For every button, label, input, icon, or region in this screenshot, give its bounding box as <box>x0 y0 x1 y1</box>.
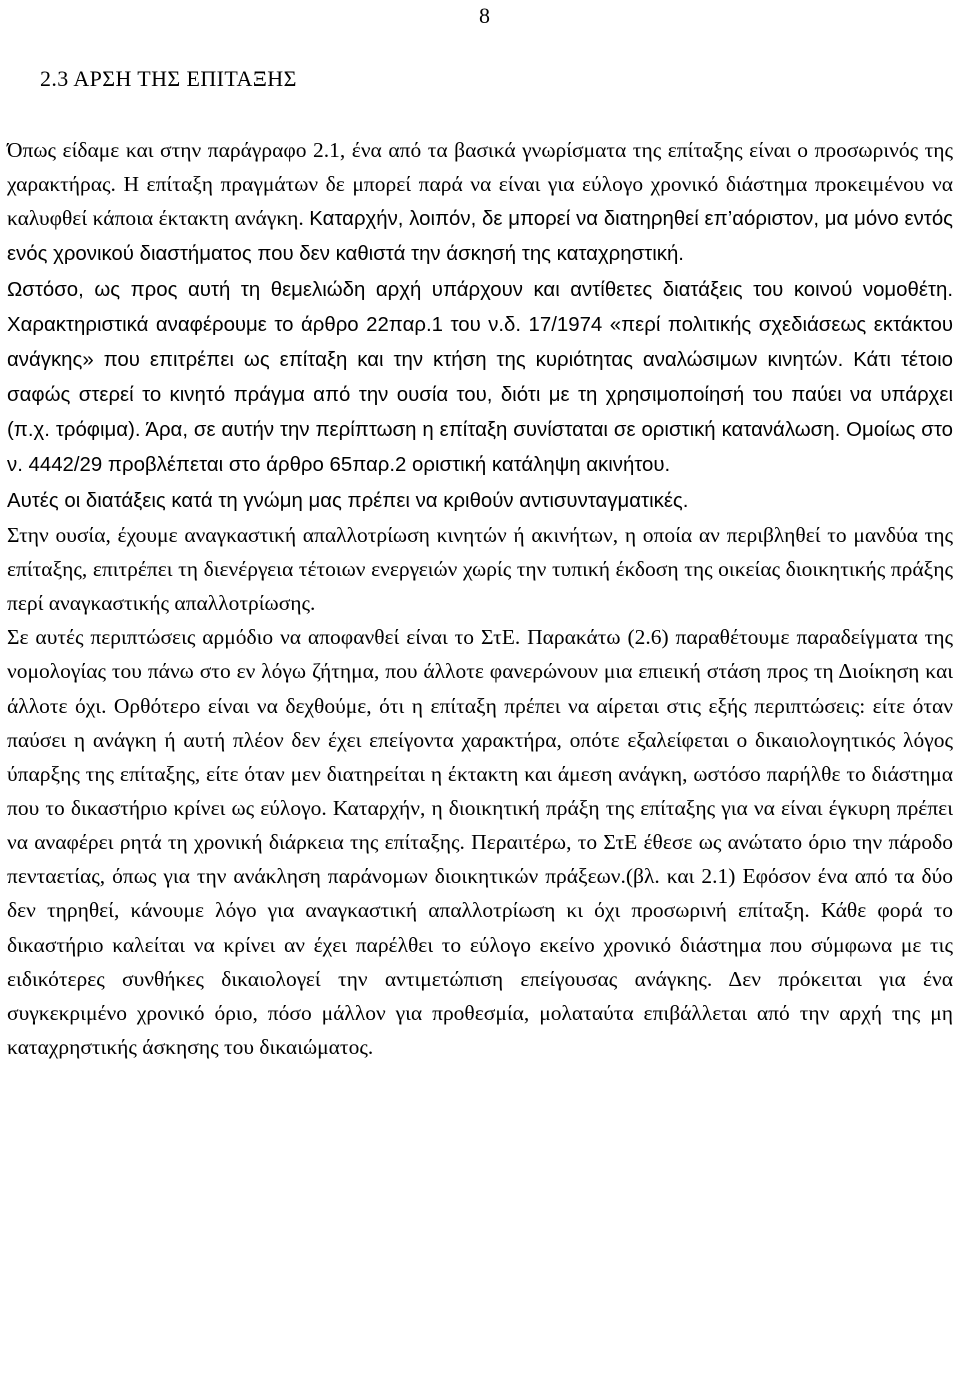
paragraph <box>7 272 953 483</box>
paragraph-text: Ωστόσο, ως προς αυτή τη θεμελιώδη αρχή υπάρχουν και αντίθετες διατάξεις του κοινού νομοθέτη. Χαρακτηριστικά αναφέρουμε το άρθρο 22παρ.1 του ν.δ. 17/1974 «περί πολιτικής σχεδιάσεως εκτάκτου ανάγκης» που επιτρέπει ως επίταξη και την κτήση της κυριότητας αναλώσιμων κινητών. Κάτι τέτοιο σαφώς στερεί το κινητό πράγμα από την ουσία του, διότι με τη χρησιμοποίησή του παύει να υπάρχει (π.χ. τρόφιμα). Άρα, σε αυτήν την περίπτωση η επίταξη συνίσταται σε οριστική κατανάλωση. Ομοίως στο ν. 4442/29 προβλέπεται στο άρθρο 65παρ.2 οριστική κατάληψη ακινήτου. <box>7 278 953 477</box>
paragraph <box>7 620 953 1064</box>
paragraph-text: Αυτές οι διατάξεις κατά τη γνώμη μας πρέπει να κριθούν αντισυνταγματικές. <box>7 489 689 512</box>
paragraph-text: Στην ουσία, έχουμε αναγκαστική απαλλοτρίωση κινητών ή ακινήτων, η οποία αν περιβληθεί το μανδύα της επίταξης, επιτρέπει τη διενέργεια τέτοιων ενεργειών χωρίς την τυπική έκδοση της οικείας διοικητικής πράξης περί αναγκαστικής απαλλοτρίωσης. <box>7 522 953 616</box>
paragraph <box>7 133 953 272</box>
section-heading: 2.3 ΑΡΣΗ ΤΗΣ ΕΠΙΤΑΞΗΣ <box>40 66 297 91</box>
paragraph <box>7 518 953 620</box>
paragraph-text: Σε αυτές περιπτώσεις αρμόδιο να αποφανθεί είναι το ΣτΕ. Παρακάτω (2.6) παραθέτουμε παραδείγματα της νομολογίας του πάνω στο εν λόγω ζήτημα, που άλλοτε φανερώνουν μια επιεική στάση προς τη Διοίκηση και άλλοτε όχι. Ορθότερο είναι να δεχθούμε, ότι η επίταξη πρέπει να αίρεται στις εξής περιπτώσεις: είτε όταν παύσει η ανάγκη ή αυτή πλέον δεν έχει επείγοντα χαρακτήρα, οπότε εξαλείφεται ο δικαιολογητικός λόγος ύπαρξης της επίταξης, είτε όταν μεν διατηρείται η έκτακτη και άμεση ανάγκη, ωστόσο παρήλθε το διάστημα που το δικαστήριο κρίνει ως εύλογο. Καταρχήν, η διοικητική πράξη της επίταξης για να είναι έγκυρη πρέπει να αναφέρει ρητά τη χρονική διάρκεια της επίταξης. Περαιτέρω, το ΣτΕ έθεσε ως ανώτατο όριο την πάροδο πενταετίας, όπως για την ανάκληση παράνομων διοικητικών πράξεων.(βλ. και 2.1) Εφόσον ένα από τα δύο δεν τηρηθεί, κάνουμε λόγο για αναγκαστική απαλλοτρίωση κι όχι προσωρινή επίταξη. Κάθε φορά το δικαστήριο καλείται να κρίνει αν έχει παρέλθει το εύλογο εκείνο χρονικό διάστημα που σύμφωνα με τις ειδικότερες συνθήκες δικαιολογεί την αντιμετώπιση επείγουσας ανάγκης. Δεν πρόκειται για ένα συγκεκριμένο χρονικό όριο, πόσο μάλλον για προθεσμία, μολαταύτα επιβάλλεται από την αρχή της μη καταχρηστικής άσκησης του δικαιώματος. <box>7 625 953 1060</box>
body-text <box>7 133 953 1064</box>
paragraph-text: Όπως είδαμε και στην παράγραφο 2.1, ένα από τα βασικά γνωρίσματα της επίταξης είναι ο προσωρινός της χαρακτήρας. Η επίταξη πραγμάτων δε μπορεί παρά να είναι για εύλογο χρονικό διάστημα προκειμένου να καλυφθεί κάποια έκτακτη ανάγκη. <box>7 138 953 231</box>
paragraph <box>7 483 953 518</box>
paragraph-text: Καταρχήν, λοιπόν, δε μπορεί να διατηρηθεί επ’αόριστον, μα μόνο εντός ενός χρονικού διαστήματος που δεν καθιστά την άσκησή της καταχρηστική. <box>7 208 953 266</box>
page-number: 8 <box>479 3 490 28</box>
